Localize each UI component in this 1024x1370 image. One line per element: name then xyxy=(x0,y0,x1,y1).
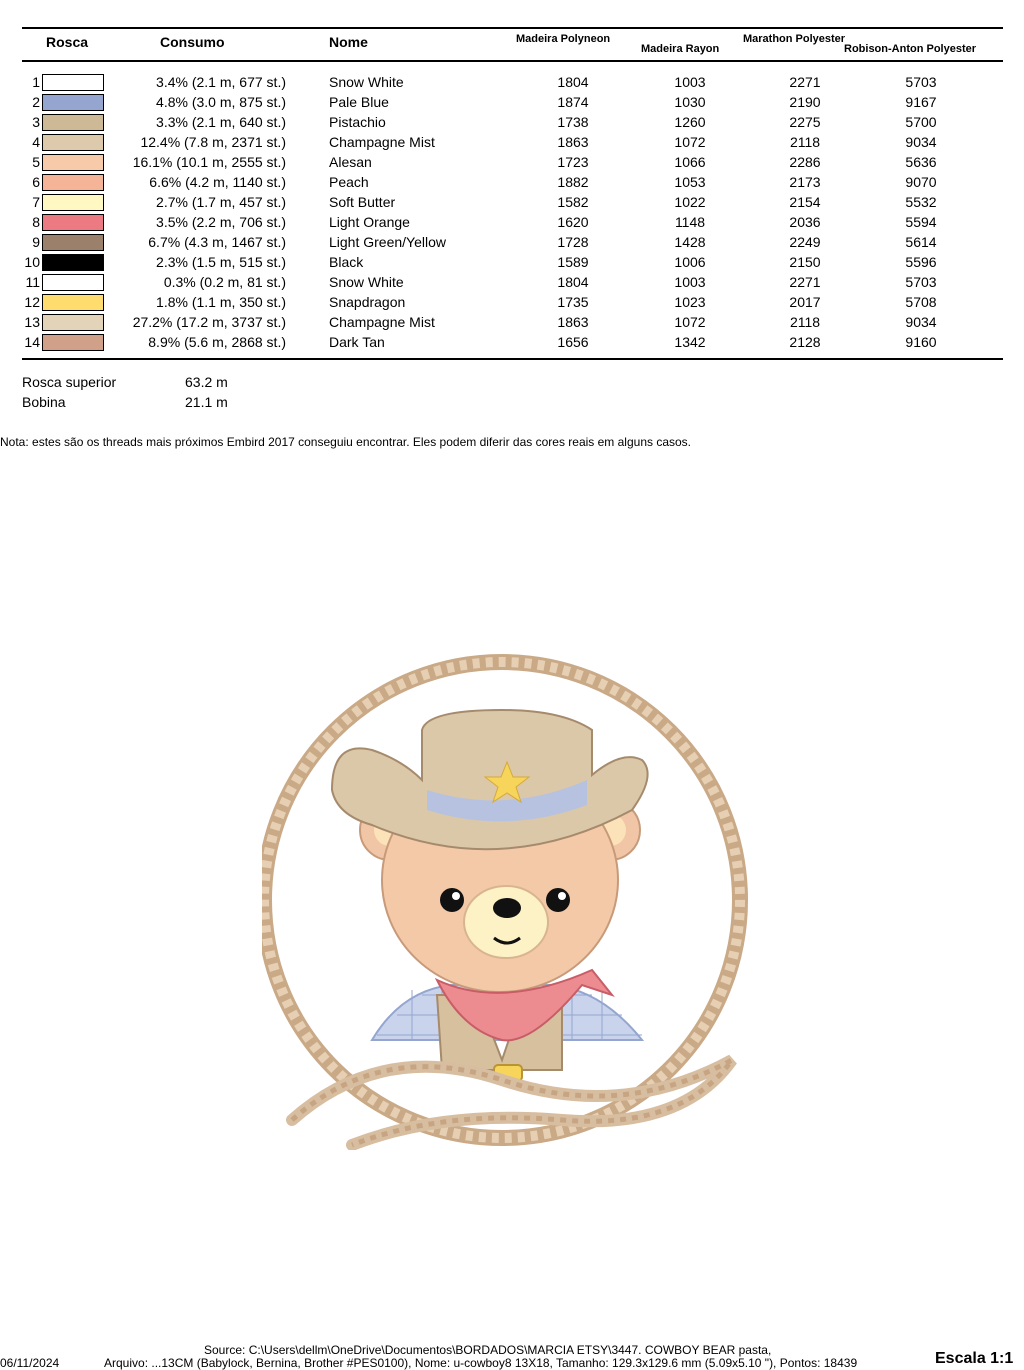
robison-anton-polyester-cell: 9034 xyxy=(905,314,937,330)
table-row xyxy=(0,272,1024,292)
bobbin-value: 21.1 m xyxy=(185,394,228,410)
table-row xyxy=(0,172,1024,192)
row-number: 4 xyxy=(32,134,40,150)
madeira-rayon-cell: 1030 xyxy=(674,94,706,110)
table-row xyxy=(0,152,1024,172)
marathon-polyester-cell: 2017 xyxy=(789,294,821,310)
header-consumo: Consumo xyxy=(160,34,225,50)
marathon-polyester-cell: 2118 xyxy=(789,134,821,150)
marathon-polyester-cell: 2286 xyxy=(789,154,821,170)
robison-anton-polyester-cell: 9167 xyxy=(905,94,937,110)
madeira-polyneon-cell: 1874 xyxy=(557,94,589,110)
consumption-cell: 6.6% (4.2 m, 1140 st.) xyxy=(149,174,286,190)
robison-anton-polyester-cell: 5708 xyxy=(905,294,937,310)
upper-thread-label: Rosca superior xyxy=(22,374,117,390)
table-bottom-rule xyxy=(22,358,1003,360)
consumption-cell: 2.7% (1.7 m, 457 st.) xyxy=(156,194,286,210)
consumption-cell: 8.9% (5.6 m, 2868 st.) xyxy=(148,334,286,350)
footer-file-info: Arquivo: ...13CM (Babylock, Bernina, Brother #PES0100), Nome: u-cowboy8 13X18, Tamanho: 129.3x129.6 mm (5.09x5.10 "), Pontos: 18439 xyxy=(104,1356,858,1370)
marathon-polyester-cell: 2271 xyxy=(789,274,821,290)
thread-name-cell: Snow White xyxy=(329,274,404,290)
bobbin-label: Bobina xyxy=(22,394,66,410)
robison-anton-polyester-cell: 5594 xyxy=(905,214,937,230)
marathon-polyester-cell: 2118 xyxy=(789,314,821,330)
madeira-polyneon-cell: 1589 xyxy=(557,254,589,270)
color-swatch xyxy=(42,334,104,351)
row-number: 7 xyxy=(32,194,40,210)
header-madeira-rayon: Madeira Rayon xyxy=(641,43,720,55)
consumption-cell: 1.8% (1.1 m, 350 st.) xyxy=(156,294,286,310)
madeira-rayon-cell: 1260 xyxy=(674,114,706,130)
row-number: 6 xyxy=(32,174,40,190)
cowboy-bear-design-image xyxy=(262,650,762,1150)
marathon-polyester-cell: 2190 xyxy=(789,94,821,110)
thread-name-cell: Snow White xyxy=(329,74,404,90)
row-number: 9 xyxy=(32,234,40,250)
color-swatch xyxy=(42,274,104,291)
madeira-rayon-cell: 1023 xyxy=(674,294,706,310)
marathon-polyester-cell: 2275 xyxy=(789,114,821,130)
consumption-cell: 3.3% (2.1 m, 640 st.) xyxy=(156,114,286,130)
robison-anton-polyester-cell: 5596 xyxy=(905,254,937,270)
consumption-cell: 16.1% (10.1 m, 2555 st.) xyxy=(132,154,286,170)
color-swatch xyxy=(42,214,104,231)
robison-anton-polyester-cell: 5532 xyxy=(905,194,937,210)
madeira-polyneon-cell: 1863 xyxy=(557,134,589,150)
table-row xyxy=(0,72,1024,92)
thread-name-cell: Soft Butter xyxy=(329,194,396,210)
madeira-polyneon-cell: 1582 xyxy=(557,194,589,210)
madeira-polyneon-cell: 1735 xyxy=(557,294,589,310)
madeira-rayon-cell: 1072 xyxy=(674,314,706,330)
marathon-polyester-cell: 2249 xyxy=(789,234,821,250)
row-number: 8 xyxy=(32,214,40,230)
thread-name-cell: Champagne Mist xyxy=(329,134,435,150)
consumption-cell: 12.4% (7.8 m, 2371 st.) xyxy=(140,134,286,150)
header-robison-anton-polyester: Robison-Anton Polyester xyxy=(844,43,977,55)
row-number: 1 xyxy=(32,74,40,90)
madeira-polyneon-cell: 1882 xyxy=(557,174,589,190)
table-row xyxy=(0,292,1024,312)
consumption-cell: 6.7% (4.3 m, 1467 st.) xyxy=(148,234,286,250)
madeira-rayon-cell: 1022 xyxy=(674,194,706,210)
thread-note: Nota: estes são os threads mais próximos Embird 2017 conseguiu encontrar. Eles podem diferir das cores reais em alguns casos. xyxy=(0,435,692,449)
thread-name-cell: Dark Tan xyxy=(329,334,385,350)
marathon-polyester-cell: 2128 xyxy=(789,334,821,350)
table-row xyxy=(0,212,1024,232)
madeira-rayon-cell: 1428 xyxy=(674,234,706,250)
madeira-rayon-cell: 1003 xyxy=(674,274,706,290)
table-top-rule xyxy=(22,27,1003,29)
madeira-rayon-cell: 1003 xyxy=(674,74,706,90)
row-number: 10 xyxy=(24,254,40,270)
table-row xyxy=(0,132,1024,152)
scale-label: Escala 1:1 xyxy=(935,1350,1014,1367)
color-swatch xyxy=(42,154,104,171)
color-swatch xyxy=(42,134,104,151)
row-number: 13 xyxy=(24,314,40,330)
table-header-rule xyxy=(22,60,1003,62)
consumption-cell: 3.4% (2.1 m, 677 st.) xyxy=(156,74,286,90)
marathon-polyester-cell: 2271 xyxy=(789,74,821,90)
madeira-rayon-cell: 1148 xyxy=(674,214,706,230)
consumption-cell: 2.3% (1.5 m, 515 st.) xyxy=(156,254,286,270)
madeira-rayon-cell: 1053 xyxy=(674,174,706,190)
robison-anton-polyester-cell: 5614 xyxy=(905,234,937,250)
color-swatch xyxy=(42,314,104,331)
upper-thread-value: 63.2 m xyxy=(185,374,228,390)
marathon-polyester-cell: 2154 xyxy=(789,194,821,210)
table-row xyxy=(0,92,1024,112)
thread-name-cell: Alesan xyxy=(329,154,372,170)
thread-name-cell: Pale Blue xyxy=(329,94,389,110)
robison-anton-polyester-cell: 9034 xyxy=(905,134,937,150)
color-swatch xyxy=(42,194,104,211)
row-number: 3 xyxy=(32,114,40,130)
madeira-rayon-cell: 1342 xyxy=(674,334,706,350)
madeira-polyneon-cell: 1804 xyxy=(557,74,589,90)
consumption-cell: 3.5% (2.2 m, 706 st.) xyxy=(156,214,286,230)
marathon-polyester-cell: 2173 xyxy=(789,174,821,190)
header-madeira-polyneon: Madeira Polyneon xyxy=(516,33,611,45)
row-number: 14 xyxy=(24,334,40,350)
color-swatch xyxy=(42,254,104,271)
thread-name-cell: Black xyxy=(329,254,364,270)
robison-anton-polyester-cell: 5703 xyxy=(905,74,937,90)
row-number: 2 xyxy=(32,94,40,110)
header-rosca: Rosca xyxy=(46,34,89,50)
madeira-polyneon-cell: 1728 xyxy=(557,234,589,250)
madeira-rayon-cell: 1006 xyxy=(674,254,706,270)
row-number: 11 xyxy=(25,274,40,290)
table-row xyxy=(0,232,1024,252)
thread-name-cell: Champagne Mist xyxy=(329,314,435,330)
row-number: 5 xyxy=(32,154,40,170)
robison-anton-polyester-cell: 5703 xyxy=(905,274,937,290)
table-row xyxy=(0,312,1024,332)
thread-name-cell: Light Orange xyxy=(329,214,410,230)
robison-anton-polyester-cell: 5636 xyxy=(905,154,937,170)
madeira-polyneon-cell: 1738 xyxy=(557,114,589,130)
robison-anton-polyester-cell: 9160 xyxy=(905,334,937,350)
consumption-cell: 4.8% (3.0 m, 875 st.) xyxy=(156,94,286,110)
thread-name-cell: Light Green/Yellow xyxy=(329,234,447,250)
color-swatch xyxy=(42,114,104,131)
madeira-polyneon-cell: 1804 xyxy=(557,274,589,290)
madeira-polyneon-cell: 1656 xyxy=(557,334,589,350)
thread-name-cell: Pistachio xyxy=(329,114,386,130)
madeira-polyneon-cell: 1620 xyxy=(557,214,589,230)
madeira-polyneon-cell: 1723 xyxy=(557,154,589,170)
consumption-cell: 27.2% (17.2 m, 3737 st.) xyxy=(132,314,286,330)
table-row xyxy=(0,192,1024,212)
thread-name-cell: Peach xyxy=(329,174,369,190)
thread-name-cell: Snapdragon xyxy=(329,294,406,310)
robison-anton-polyester-cell: 5700 xyxy=(905,114,937,130)
marathon-polyester-cell: 2150 xyxy=(789,254,821,270)
madeira-rayon-cell: 1066 xyxy=(674,154,706,170)
color-swatch xyxy=(42,74,104,91)
color-swatch xyxy=(42,294,104,311)
table-row xyxy=(0,112,1024,132)
header-nome: Nome xyxy=(329,34,368,50)
color-swatch xyxy=(42,94,104,111)
row-number: 12 xyxy=(24,294,40,310)
footer-date: 06/11/2024 xyxy=(0,1356,60,1370)
header-marathon-polyester: Marathon Polyester xyxy=(743,33,846,45)
table-row xyxy=(0,252,1024,272)
marathon-polyester-cell: 2036 xyxy=(789,214,821,230)
consumption-cell: 0.3% (0.2 m, 81 st.) xyxy=(163,274,286,290)
madeira-polyneon-cell: 1863 xyxy=(557,314,589,330)
table-row xyxy=(0,332,1024,352)
color-swatch xyxy=(42,234,104,251)
footer-source: Source: C:\Users\dellm\OneDrive\Documentos\BORDADOS\MARCIA ETSY\3447. COWBOY BEAR pasta, xyxy=(204,1343,772,1357)
color-swatch xyxy=(42,174,104,191)
robison-anton-polyester-cell: 9070 xyxy=(905,174,937,190)
madeira-rayon-cell: 1072 xyxy=(674,134,706,150)
